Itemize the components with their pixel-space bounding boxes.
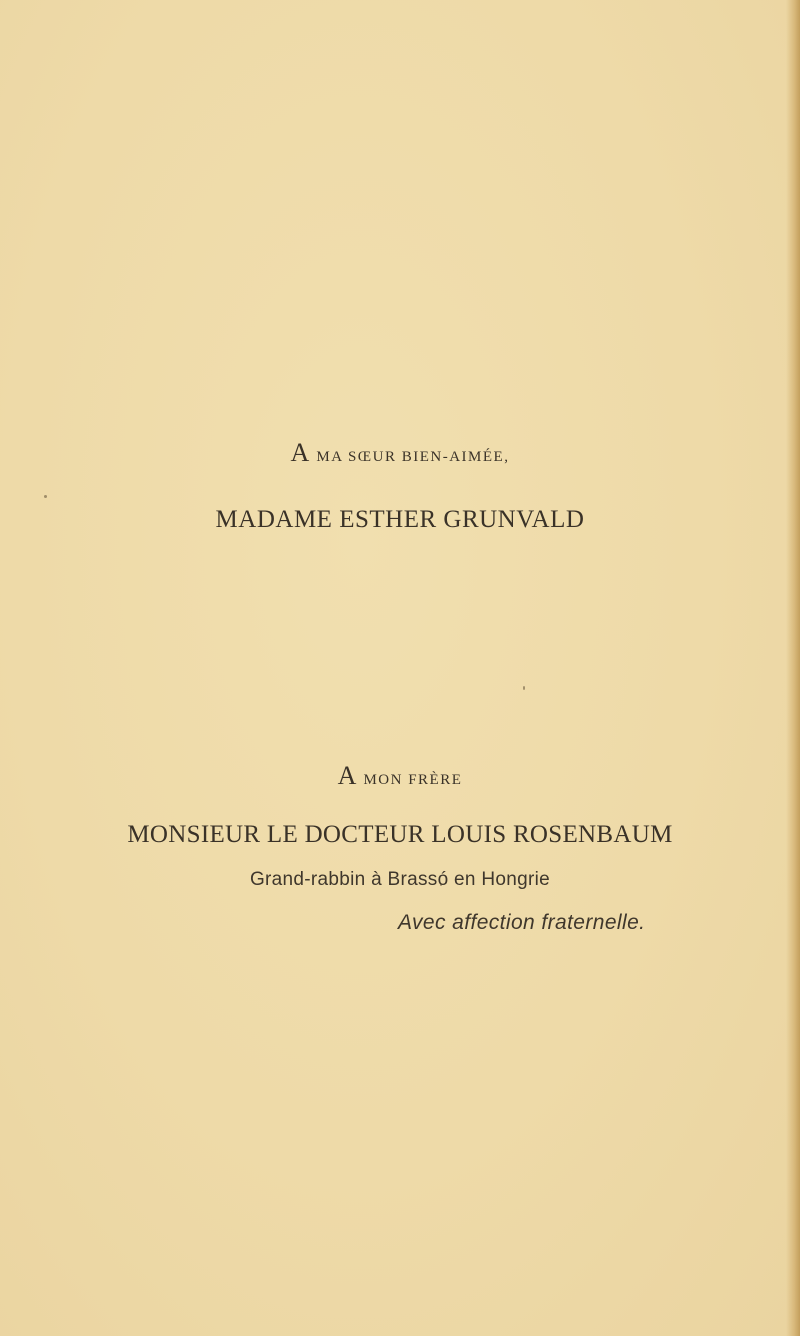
paper-speck [44, 495, 47, 498]
dedication-heading-text: MON FRÈRE [363, 772, 463, 788]
closing-phrase: Avec affection fraternelle. [398, 911, 646, 934]
dedication-heading-sister [0, 438, 800, 468]
dedicatee-name-brother: MONSIEUR LE DOCTEUR LOUIS ROSENBAUM [127, 821, 673, 848]
dedicatee-name-sister: MADAME ESTHER GRUNVALD [215, 506, 585, 533]
dedication-lead: A [337, 761, 356, 790]
dedicatee-title: Grand-rabbin à Brassó en Hongrie [249, 869, 551, 890]
dedication-heading-text: MA SŒUR BIEN-AIMÉE, [316, 449, 510, 465]
dedication-heading-brother [0, 761, 800, 791]
page-edge-shadow [786, 0, 800, 1336]
dedication-lead: A [290, 438, 309, 467]
paper-speck [523, 686, 525, 690]
